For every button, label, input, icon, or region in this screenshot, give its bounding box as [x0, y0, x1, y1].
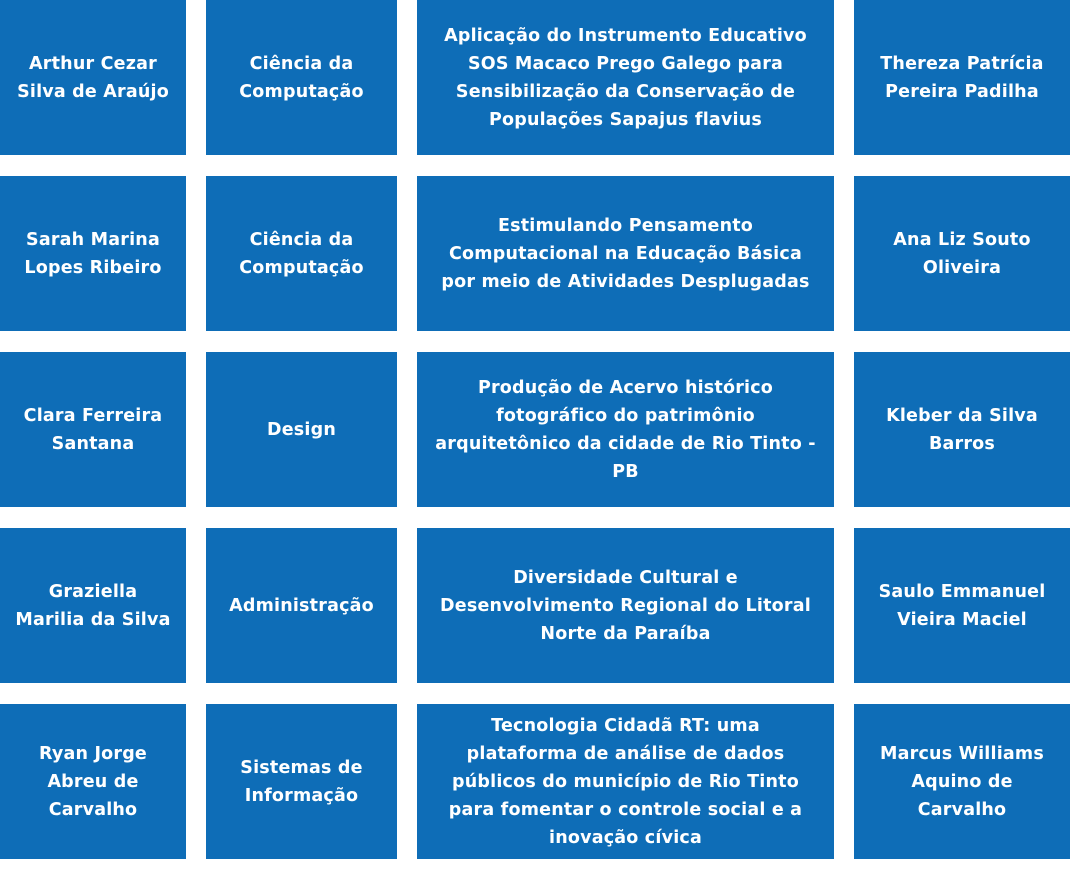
advisor-name-cell: Saulo Emmanuel Vieira Maciel	[854, 528, 1070, 683]
course-cell: Administração	[206, 528, 397, 683]
project-title-cell: Tecnologia Cidadã RT: uma plataforma de análise de dados públicos do município de Rio Tinto para fomentar o controle social e a inovação cívica	[417, 704, 834, 859]
student-name-cell: Sarah Marina Lopes Ribeiro	[0, 176, 186, 331]
project-title-cell: Diversidade Cultural e Desenvolvimento Regional do Litoral Norte da Paraíba	[417, 528, 834, 683]
project-title-cell: Produção de Acervo histórico fotográfico do patrimônio arquitetônico da cidade de Rio Tinto - PB	[417, 352, 834, 507]
course-cell: Ciência da Computação	[206, 0, 397, 155]
student-name-cell: Arthur Cezar Silva de Araújo	[0, 0, 186, 155]
advisor-name-cell: Thereza Patrícia Pereira Padilha	[854, 0, 1070, 155]
student-name-cell: Ryan Jorge Abreu de Carvalho	[0, 704, 186, 859]
advisor-name-cell: Ana Liz Souto Oliveira	[854, 176, 1070, 331]
course-cell: Sistemas de Informação	[206, 704, 397, 859]
course-cell: Design	[206, 352, 397, 507]
student-name-cell: Clara Ferreira Santana	[0, 352, 186, 507]
project-title-cell: Aplicação do Instrumento Educativo SOS Macaco Prego Galego para Sensibilização da Conservação de Populações Sapajus flavius	[417, 0, 834, 155]
advisor-name-cell: Kleber da Silva Barros	[854, 352, 1070, 507]
student-name-cell: Graziella Marilia da Silva	[0, 528, 186, 683]
course-cell: Ciência da Computação	[206, 176, 397, 331]
advisor-name-cell: Marcus Williams Aquino de Carvalho	[854, 704, 1070, 859]
project-title-cell: Estimulando Pensamento Computacional na Educação Básica por meio de Atividades Desplugadas	[417, 176, 834, 331]
